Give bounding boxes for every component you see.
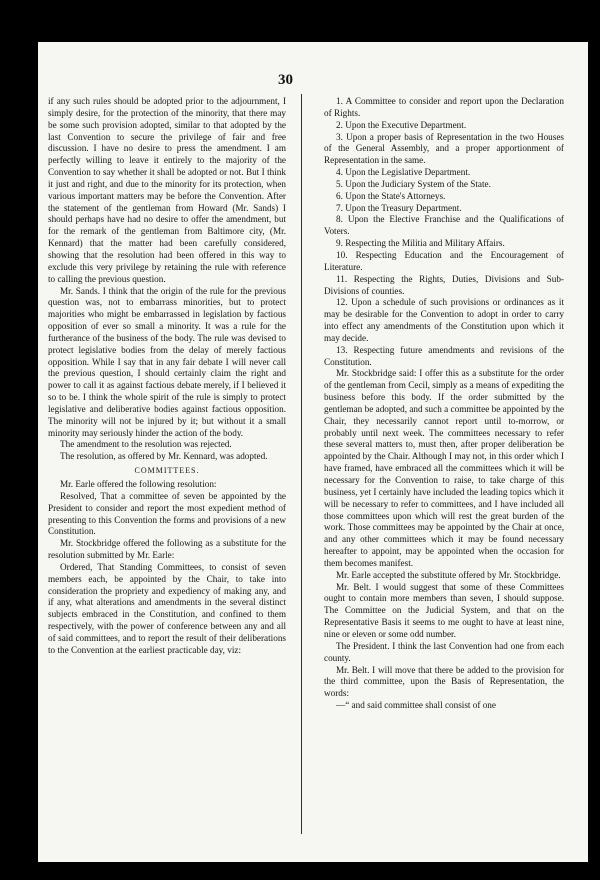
- paragraph: 4. Upon the Legislative Department.: [336, 167, 471, 178]
- paragraph: Mr. Stockbridge said: I offer this as a substitute for the order of the gentleman from Cecil, simply as a means of expediting the business before this body. If the order submitted by the gentleman be adopted, and such a committee be appointed by the Chair, they necessarily cannot report until to-morrow, or probably until next week. The committees necessary to refer these several matters to, must then, after proper deliberation be appointed by the Chair. Although I may not, in this order which I have framed, have embraced all the committees which it will be necessary for the Convention to raise, to take charge of this business, yet I certainly have included the leading topics which it will be necessary to refer to committees, and I have included all those committees upon which will rest the great burden of the work. Those committees may be appointed by the Chair at once, and any other committees which it may be found necessary hereafter to appoint, may be appointed when the occasion for them becomes manifest.: [324, 368, 564, 568]
- paragraph: 2. Upon the Executive Department.: [336, 119, 467, 130]
- paragraph: Mr. Belt. I would suggest that some of these Committees ought to contain more members than seven, I should suppose. The Committee on the Judicial System, and that on the Representative Basis it seems to me ought to have at least nine, nine or eleven or some odd number.: [324, 581, 564, 639]
- paragraph: 3. Upon a proper basis of Representation in the two Houses of the General Assembly, and a proper apportionment of Representation in the same.: [324, 131, 564, 166]
- paragraph: Mr. Stockbridge offered the following as a substitute for the resolution submitted by Mr. Earle:: [48, 538, 286, 561]
- paragraph: Mr. Sands. I think that the origin of the rule for the previous question was, not to embarrass minorities, but to protect majorities who might be embarrassed in legislation by factious opposition of ever so small a minority. It was a rule for the furtherance of the business of the body. The rule was devised to protect legislative bodies from the delay of merely factious opposition. While I say that in any fair debate I will never call the previous question, I should certainly claim the right and power to call it as against factious debate merely, if I believed it so to be. I think the whole spirit of the rule is simply to protect legislative and deliberative bodies against factious opposition. The minority will not be injured by it; but without it a small minority may seriously hinder the action of the body.: [48, 285, 286, 438]
- page-number: 30: [278, 72, 293, 88]
- paragraph: 7. Upon the Treasury Department.: [336, 202, 462, 213]
- paragraph: 13. Respecting future amendments and revisions of the Constitution.: [324, 344, 564, 367]
- column-divider: [301, 94, 302, 834]
- paragraph: 9. Respecting the Militia and Military Affairs.: [336, 238, 505, 249]
- paragraph: Ordered, That Standing Committees, to consist of seven members each, be appointed by the Chair, to take into consideration the propriety and expediency of making any, and if any, what alterations and amendments in the several distinct subjects embraced in the Constitution, and confined to them respectively, with the power of conference between any and all of said committees, and to report the result of their deliberations to the Convention at the earliest practicable day, viz:: [48, 561, 286, 655]
- paragraph: 6. Upon the State's Attorneys.: [336, 190, 446, 201]
- paragraph: 8. Upon the Elective Franchise and the Qualifications of Voters.: [324, 214, 564, 237]
- paragraph: 1. A Committee to consider and report upon the Declaration of Rights.: [324, 96, 564, 118]
- document-page: [38, 42, 588, 862]
- paragraph: Mr. Earle offered the following resolution:: [60, 479, 217, 489]
- paragraph: 10. Respecting Education and the Encouragement of Literature.: [324, 249, 564, 272]
- paragraph: —“ and said committee shall consist of one: [336, 700, 496, 711]
- paragraph: Mr. Belt. I will move that there be added to the provision for the third committee, upon the Basis of Representation, the words:: [324, 664, 564, 699]
- section-heading: COMMITTEES.: [134, 466, 200, 476]
- left-column: [48, 96, 286, 657]
- paragraph: The resolution, as offered by Mr. Kennard, was adopted.: [60, 451, 268, 462]
- paragraph: 5. Upon the Judiciary System of the State.: [336, 178, 491, 189]
- paragraph: 12. Upon a schedule of such provisions or ordinances as it may be desirable for the Convention to adopt in order to carry into effect any amendments of the Constitution upon which it may decide.: [324, 297, 564, 343]
- right-column: [324, 96, 564, 712]
- paragraph: The amendment to the resolution was rejected.: [60, 439, 232, 450]
- paragraph: Mr. Earle accepted the substitute offered by Mr. Stockbridge.: [336, 569, 561, 580]
- paragraph: The President. I think the last Convention had one from each county.: [324, 640, 564, 663]
- paragraph: if any such rules should be adopted prior to the adjournment, I simply desire, for the protection of the minority, that there may be some such provision adopted, similar to that adopted by the last Convention to secure the privilege of fair and free discussion. I have no desire to press the amendment. I am perfectly willing to leave it entirely to the majority of the Convention to say whether it shall be adopted or not. But I think it just and right, and due to the minority for its protection, when various important matters may be before the Convention. After the statement of the gentleman from Howard (Mr. Sands) I should perhaps have had no desire to offer the amendment, but for the remark of the gentleman from Baltimore city, (Mr. Kennard) that the matter had been carefully considered, showing that the resolution had been offered in this way to exclude this very privilege by retaining the rule with reference to calling the previous question.: [48, 96, 286, 284]
- paragraph: Resolved, That a committee of seven be appointed by the President to consider and report the most expedient method of presenting to this Convention the forms and provisions of a new Constitution.: [48, 490, 286, 537]
- paragraph: 11. Respecting the Rights, Duties, Divisions and Sub-Divisions of counties.: [324, 273, 564, 296]
